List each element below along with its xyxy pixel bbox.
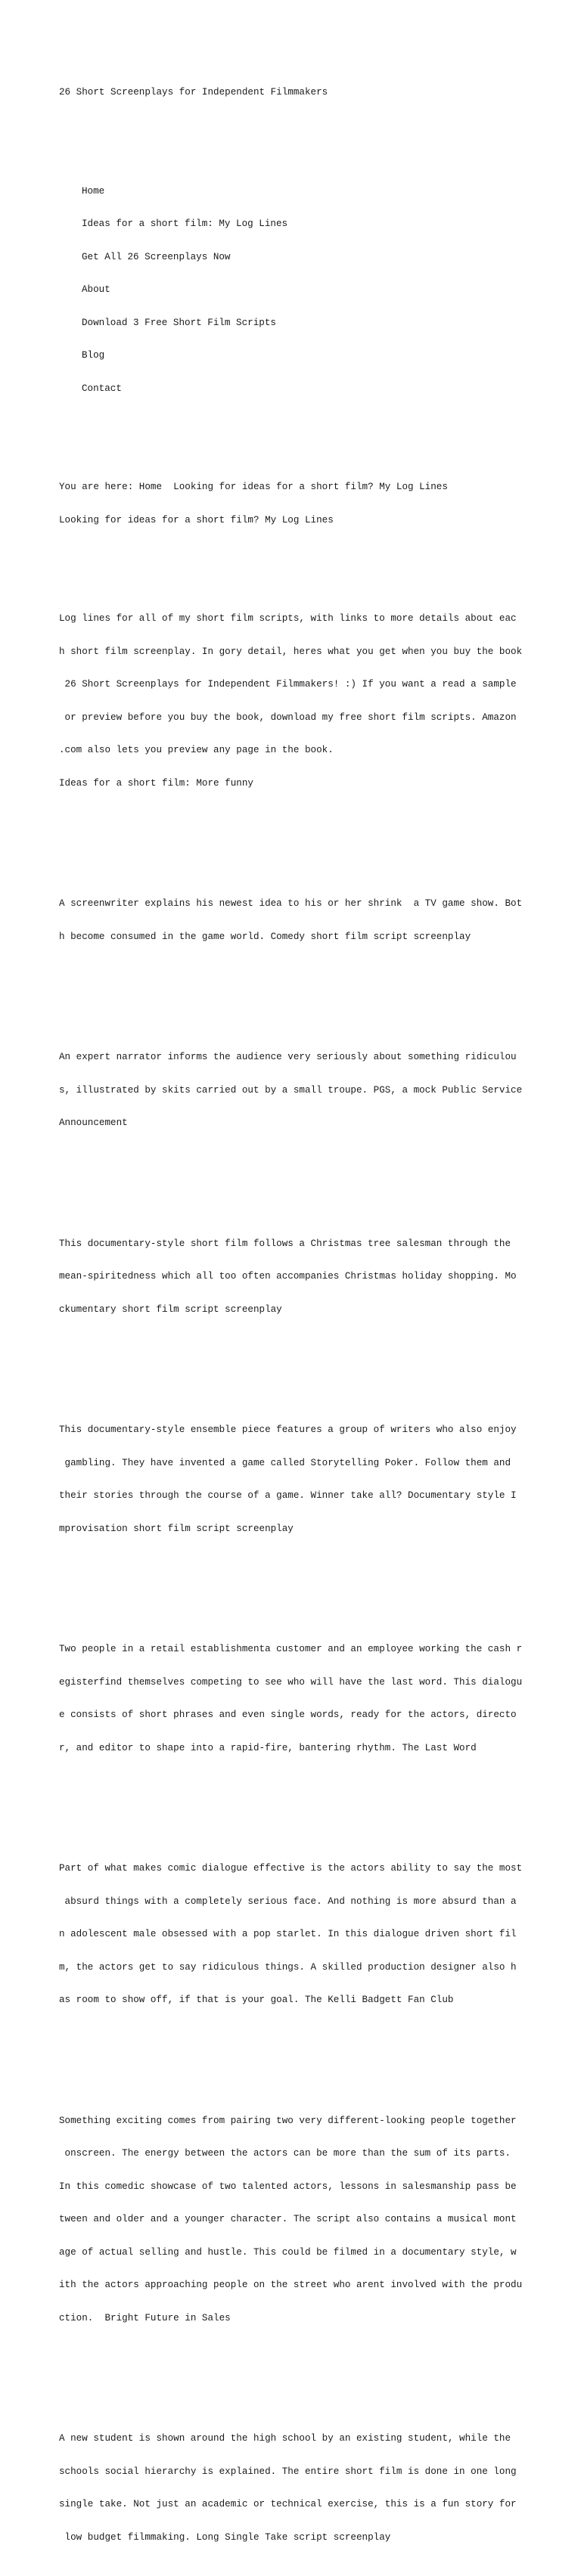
text-line: absurd things with a completely serious face. And nothing is more absurd than a bbox=[59, 1896, 517, 1907]
text-line: onscreen. The energy between the actors can be more than the sum of its parts. bbox=[59, 2148, 511, 2159]
spacer bbox=[59, 986, 543, 997]
document-page bbox=[59, 65, 543, 2576]
text-line: An expert narrator informs the audience very seriously about something ridiculou bbox=[59, 1052, 517, 1062]
text-line: h become consumed in the game world. Comedy short film script screenplay bbox=[59, 931, 471, 942]
text-line: Log lines for all of my short film scripts, with links to more details about eac bbox=[59, 613, 517, 624]
text-line: mprovisation short film script screenplay bbox=[59, 1523, 294, 1534]
log-line-paragraph bbox=[59, 1841, 543, 2028]
text-line: schools social hierarchy is explained. The entire short film is done in one long bbox=[59, 2466, 517, 2477]
text-line: age of actual selling and hustle. This could be filmed in a documentary style, w bbox=[59, 2246, 517, 2258]
log-line-paragraph bbox=[59, 2411, 543, 2565]
log-line-paragraph bbox=[59, 1622, 543, 1775]
spacer bbox=[59, 438, 543, 449]
spacer bbox=[59, 1359, 543, 1370]
text-line: ction. Bright Future in Sales bbox=[59, 2312, 231, 2323]
spacer bbox=[59, 1578, 543, 1589]
nav-item-contact[interactable]: Contact bbox=[82, 383, 122, 394]
text-line: or preview before you buy the book, download my free short film scripts. Amazon bbox=[59, 711, 517, 723]
log-line-paragraph bbox=[59, 2094, 543, 2346]
text-line: e consists of short phrases and even single words, ready for the actors, directo bbox=[59, 1710, 517, 1720]
text-line: Part of what makes comic dialogue effective is the actors ability to say the most bbox=[59, 1863, 523, 1874]
nav-item-free-scripts[interactable]: Download 3 Free Short Film Scripts bbox=[82, 317, 276, 328]
spacer bbox=[59, 1173, 543, 1184]
text-line: h short film screenplay. In gory detail, heres what you get when you buy the book bbox=[59, 646, 523, 657]
text-line: This documentary-style ensemble piece features a group of writers who also enjoy bbox=[59, 1424, 517, 1435]
text-line: Two people in a retail establishmenta customer and an employee working the cash r bbox=[59, 1644, 523, 1654]
text-line: Announcement bbox=[59, 1118, 128, 1128]
document-title: 26 Short Screenplays for Independent Filmmakers bbox=[59, 87, 328, 98]
text-line: m, the actors get to say ridiculous things. A skilled production designer also h bbox=[59, 1961, 517, 1973]
log-line-paragraph bbox=[59, 876, 543, 964]
text-line: low budget filmmaking. Long Single Take script screenplay bbox=[59, 2531, 391, 2543]
spacer bbox=[59, 2367, 543, 2379]
text-line: r, and editor to shape into a rapid-fire, bantering rhythm. The Last Word bbox=[59, 1742, 477, 1753]
nav-item-home[interactable]: Home bbox=[82, 185, 105, 197]
text-line: 26 Short Screenplays for Independent Filmmakers! :) If you want a read a sample bbox=[59, 679, 517, 690]
spacer bbox=[59, 2050, 543, 2061]
page-heading: Looking for ideas for a short film? My Log Lines bbox=[59, 514, 334, 525]
log-line-paragraph bbox=[59, 1030, 543, 1151]
nav-item-get-all[interactable]: Get All 26 Screenplays Now bbox=[82, 251, 231, 262]
site-nav bbox=[82, 164, 543, 417]
text-line: A new student is shown around the high school by an existing student, while the bbox=[59, 2433, 511, 2444]
text-line: single take. Not just an academic or technical exercise, this is a fun story for bbox=[59, 2499, 517, 2509]
text-line: ckumentary short film script screenplay bbox=[59, 1303, 282, 1315]
section-heading: Ideas for a short film: More funny bbox=[59, 777, 253, 789]
log-line-paragraph bbox=[59, 1403, 543, 1556]
text-line: gambling. They have invented a game called Storytelling Poker. Follow them and bbox=[59, 1457, 511, 1468]
breadcrumb: You are here: Home Looking for ideas for a short film? My Log Lines bbox=[59, 482, 448, 492]
text-line: A screenwriter explains his newest idea to his or her shrink a TV game show. Bot bbox=[59, 898, 523, 909]
text-line: This documentary-style short film follows a Christmas tree salesman through the bbox=[59, 1238, 511, 1249]
text-line: .com also lets you preview any page in the book. bbox=[59, 745, 334, 755]
spacer bbox=[59, 120, 543, 132]
text-line: n adolescent male obsessed with a pop starlet. In this dialogue driven short fil bbox=[59, 1929, 517, 1939]
spacer bbox=[59, 1797, 543, 1809]
text-line: their stories through the course of a game. Winner take all? Documentary style I bbox=[59, 1490, 517, 1501]
spacer bbox=[59, 832, 543, 844]
text-line: In this comedic showcase of two talented actors, lessons in salesmanship pass be bbox=[59, 2181, 517, 2192]
intro-paragraph bbox=[59, 591, 543, 811]
text-line: egisterfind themselves competing to see who will have the last word. This dialogu bbox=[59, 1676, 523, 1688]
text-line: mean-spiritedness which all too often accompanies Christmas holiday shopping. Mo bbox=[59, 1271, 517, 1282]
log-line-paragraph bbox=[59, 1217, 543, 1338]
nav-item-blog[interactable]: Blog bbox=[82, 350, 105, 361]
text-line: tween and older and a younger character. The script also contains a musical mont bbox=[59, 2214, 517, 2224]
spacer bbox=[59, 547, 543, 559]
text-line: ith the actors approaching people on the street who arent involved with the produ bbox=[59, 2280, 523, 2290]
text-line: s, illustrated by skits carried out by a small troupe. PGS, a mock Public Service bbox=[59, 1084, 523, 1096]
nav-item-log-lines[interactable]: Ideas for a short film: My Log Lines bbox=[82, 219, 288, 229]
text-line: as room to show off, if that is your goal. The Kelli Badgett Fan Club bbox=[59, 1995, 454, 2005]
text-line: Something exciting comes from pairing two very different-looking people together bbox=[59, 2115, 517, 2126]
nav-item-about[interactable]: About bbox=[82, 284, 110, 295]
